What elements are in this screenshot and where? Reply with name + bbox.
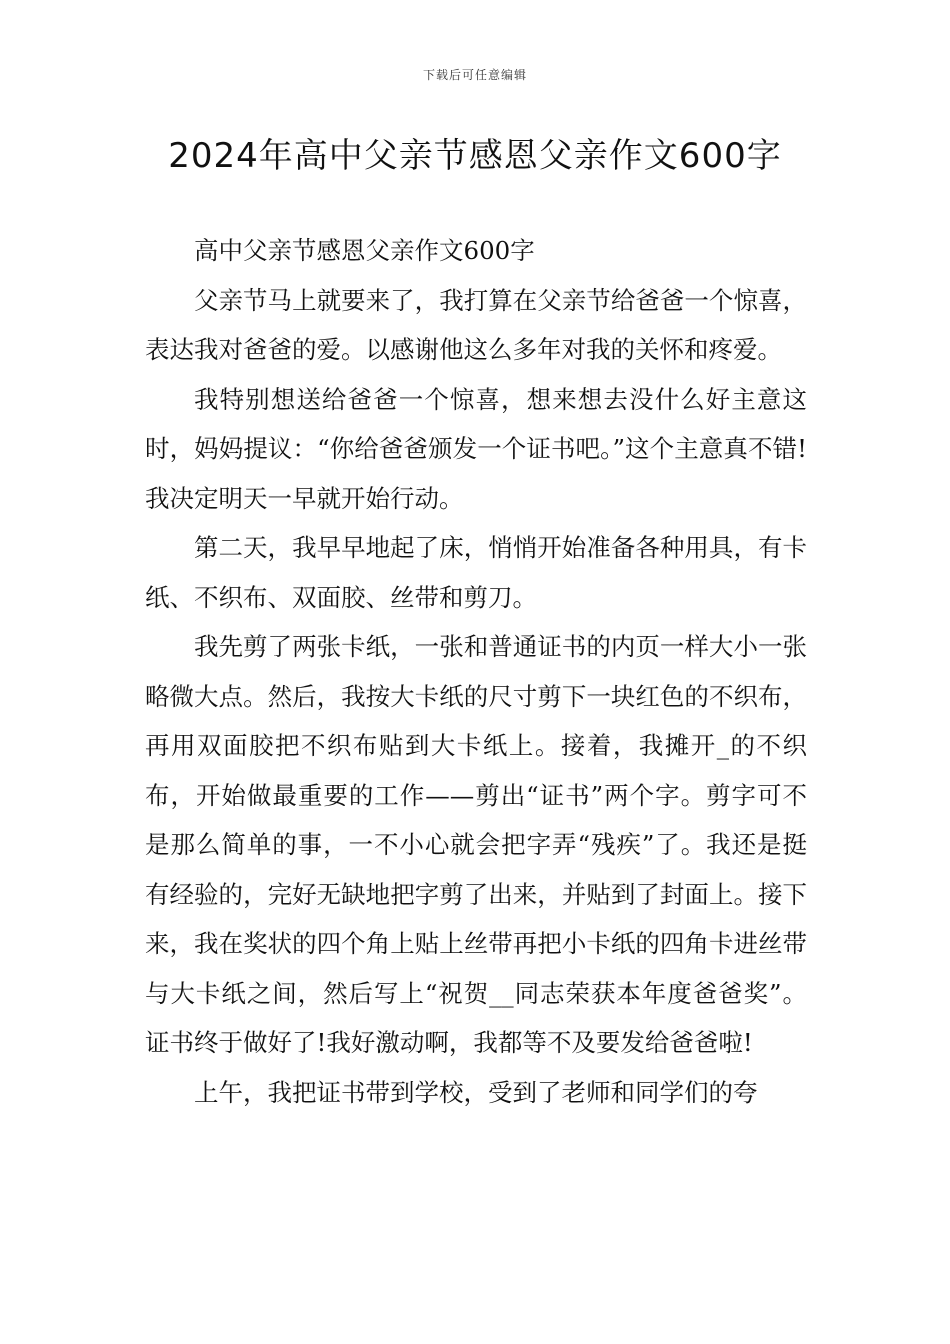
header-note: 下载后可任意编辑 (422, 68, 527, 82)
paragraph: 父亲节马上就要来了，我打算在父亲节给爸爸一个惊喜，表达我对爸爸的爱。以感谢他这么多年对我的关怀和疼爱。 (145, 285, 807, 364)
paragraph: 上午，我把证书带到学校，受到了老师和同学们的夸 (194, 1077, 758, 1107)
paragraph: 第二天，我早早地起了床，悄悄开始准备各种用具，有卡纸、不织布、双面胶、丝带和剪刀。 (145, 533, 807, 612)
paragraph: 我先剪了两张卡纸，一张和普通证书的内页一样大小一张略微大点。然后，我按大卡纸的尺寸剪下一块红色的不织布，再用双面胶把不织布贴到大卡纸上。接着，我摊开_的不织布，开始做最重要的工作——剪出“证书”两个字。剪字可不是那么简单的事，一不小心就会把字弄“残疾”了。我还是挺有经验的，完好无缺地把字剪了出来，并贴到了封面上。接下来，我在奖状的四个角上贴上丝带再把小卡纸的四角卡进丝带与大卡纸之间，然后写上“祝贺__同志荣获本年度爸爸奖”。证书终于做好了!我好激动啊，我都等不及要发给爸爸啦! (145, 632, 807, 1057)
document-body (145, 226, 807, 1117)
paragraph-subtitle: 高中父亲节感恩父亲作文600字 (194, 236, 535, 265)
paragraph: 我特别想送给爸爸一个惊喜，想来想去没什么好主意这时，妈妈提议：“你给爸爸颁发一个证书吧。”这个主意真不错!我决定明天一早就开始行动。 (145, 384, 807, 513)
document-title: 2024年高中父亲节感恩父亲作文600字 (168, 136, 782, 176)
